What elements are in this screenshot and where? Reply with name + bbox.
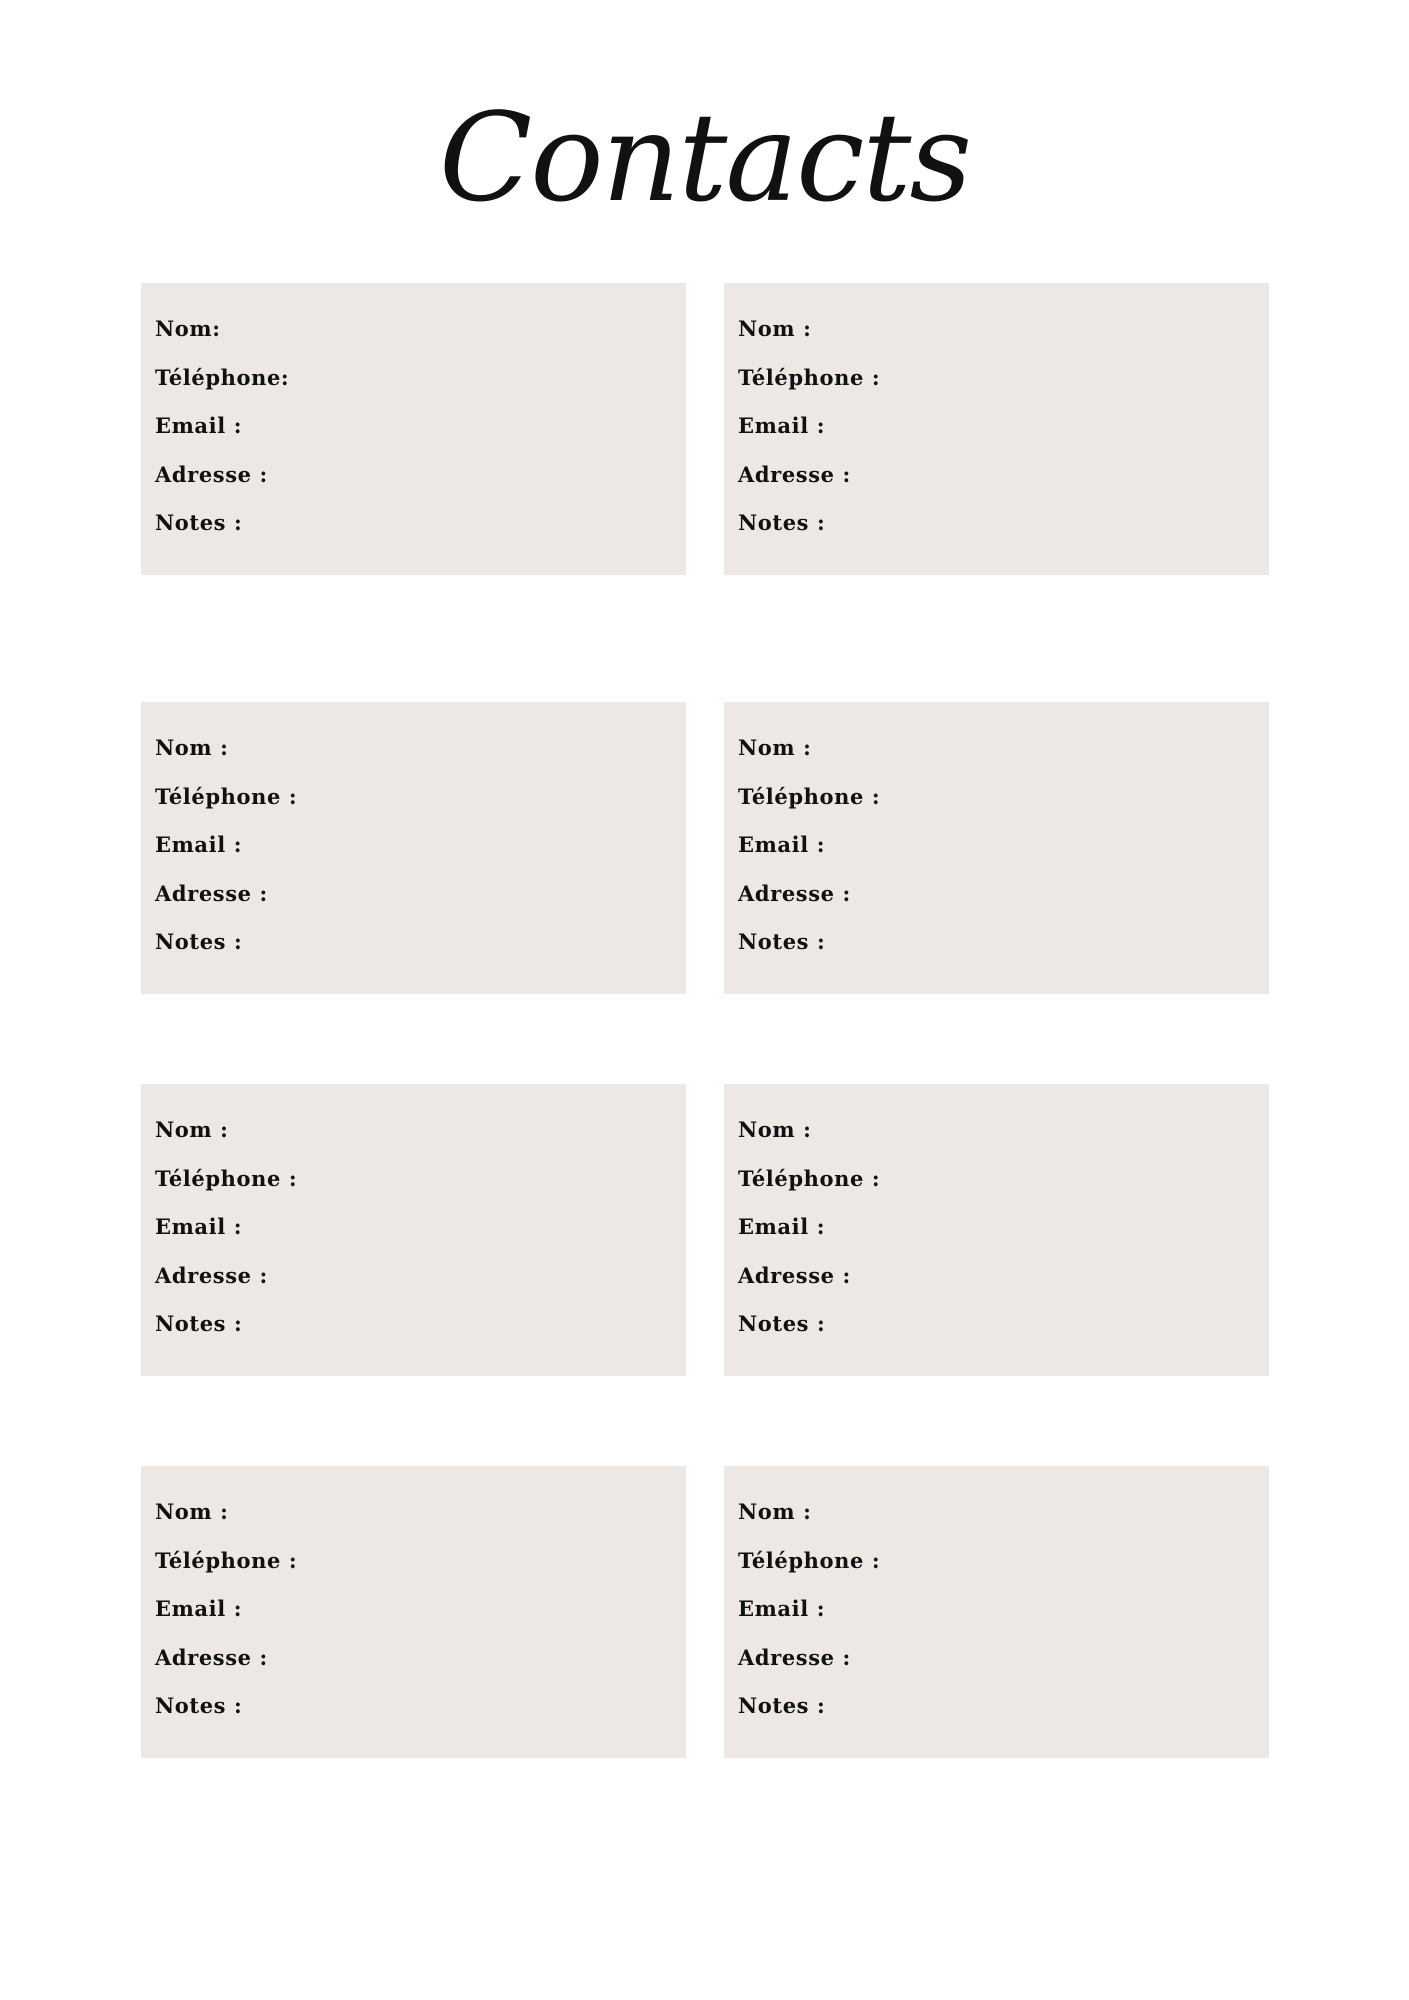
address-label: Adresse : <box>155 461 268 487</box>
phone-label: Téléphone : <box>738 1165 881 1191</box>
address-label: Adresse : <box>738 1262 851 1288</box>
notes-label: Notes : <box>155 929 243 954</box>
notes-label: Notes : <box>155 1693 243 1718</box>
email-label: Email : <box>738 832 826 857</box>
contact-card <box>141 1084 686 1376</box>
address-label: Adresse : <box>155 880 268 906</box>
contact-card <box>141 283 686 575</box>
notes-label: Notes : <box>155 510 243 535</box>
contact-card <box>141 702 686 994</box>
email-label: Email : <box>155 1596 243 1621</box>
notes-label: Notes : <box>738 929 826 954</box>
name-label: Nom : <box>155 1117 229 1142</box>
name-label: Nom : <box>738 1117 812 1142</box>
phone-label: Téléphone : <box>738 364 881 390</box>
email-label: Email : <box>738 1596 826 1621</box>
name-label: Nom : <box>155 735 229 760</box>
phone-label: Téléphone : <box>738 783 881 809</box>
name-label: Nom : <box>155 1499 229 1524</box>
name-label: Nom: <box>155 316 221 341</box>
notes-label: Notes : <box>738 1693 826 1718</box>
name-label: Nom : <box>738 1499 812 1524</box>
phone-label: Téléphone : <box>738 1547 881 1573</box>
name-label: Nom : <box>738 316 812 341</box>
address-label: Adresse : <box>155 1262 268 1288</box>
page-title: Contacts <box>438 87 971 229</box>
notes-label: Notes : <box>738 510 826 535</box>
address-label: Adresse : <box>738 1644 851 1670</box>
email-label: Email : <box>155 413 243 438</box>
contact-card <box>141 1466 686 1758</box>
notes-label: Notes : <box>155 1311 243 1336</box>
notes-label: Notes : <box>738 1311 826 1336</box>
email-label: Email : <box>155 1214 243 1239</box>
address-label: Adresse : <box>155 1644 268 1670</box>
email-label: Email : <box>738 413 826 438</box>
contact-card <box>724 1084 1269 1376</box>
contact-card <box>724 702 1269 994</box>
address-label: Adresse : <box>738 461 851 487</box>
name-label: Nom : <box>738 735 812 760</box>
contact-card <box>724 1466 1269 1758</box>
contact-card <box>724 283 1269 575</box>
phone-label: Téléphone: <box>155 364 290 390</box>
address-label: Adresse : <box>738 880 851 906</box>
phone-label: Téléphone : <box>155 783 298 809</box>
email-label: Email : <box>738 1214 826 1239</box>
email-label: Email : <box>155 832 243 857</box>
phone-label: Téléphone : <box>155 1547 298 1573</box>
phone-label: Téléphone : <box>155 1165 298 1191</box>
